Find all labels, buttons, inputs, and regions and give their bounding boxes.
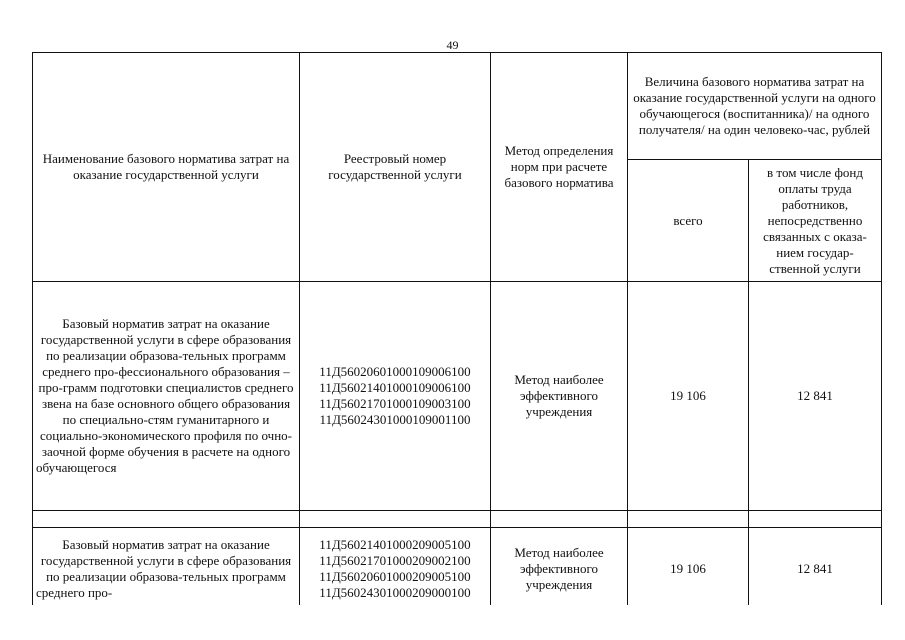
registry-code: 11Д56021401000209005100 <box>319 537 471 552</box>
registry-code: 11Д56020601000209005100 <box>319 569 471 584</box>
registry-codes-cell <box>300 282 491 511</box>
header-method: Метод определения норм при расчете базового норматива <box>491 53 628 282</box>
header-name: Наименование базового норматива затрат на оказание государственной услуги <box>33 53 300 282</box>
header-total: всего <box>628 160 749 282</box>
table-row <box>33 282 882 511</box>
registry-code: 11Д56020601000109006100 <box>319 364 471 379</box>
header-registry-number: Реестровый номер государственной услуги <box>300 53 491 282</box>
table-row <box>33 528 882 606</box>
wage-fund-value-cell: 12 841 <box>749 282 882 511</box>
registry-code: 11Д56024301000209000100 <box>319 585 471 600</box>
registry-codes-cell <box>300 528 491 606</box>
registry-code: 11Д56021701000209002100 <box>319 553 471 568</box>
norms-table <box>32 52 882 605</box>
header-norm-value: Величина базового норматива затрат на оказание государственной услуги на одного обучающегося (воспитанника)/ на одного получателя/ на один человеко-час, рублей <box>628 53 882 160</box>
page-number: 49 <box>446 38 459 52</box>
method-cell: Метод наиболее эффективного учреждения <box>491 528 628 606</box>
total-value-cell: 19 106 <box>628 282 749 511</box>
header-wage-fund: в том числе фонд оплаты труда работников, непосредственно связанных с оказа-нием государ-ственной услуги <box>749 160 882 282</box>
registry-code: 11Д56024301000109001100 <box>319 412 471 427</box>
total-value-cell: 19 106 <box>628 528 749 606</box>
row-spacer <box>33 511 882 528</box>
wage-fund-value-cell: 12 841 <box>749 528 882 606</box>
norm-name-cell: Базовый норматив затрат на оказание государственной услуги в сфере образования по реализации образова-тельных программ среднего про- <box>33 528 300 606</box>
norm-name-cell: Базовый норматив затрат на оказание государственной услуги в сфере образования по реализации образова-тельных программ среднего про-фессионального образования – про-грамм подготовки специалистов среднего звена на базе основного общего образования по специально-стям гуманитарного и социально-экономического профиля по очно-заочной форме обучения в расчете на одного обучающегося <box>33 282 300 511</box>
method-cell: Метод наиболее эффективного учреждения <box>491 282 628 511</box>
registry-code: 11Д56021401000109006100 <box>319 380 471 395</box>
registry-code: 11Д56021701000109003100 <box>319 396 471 411</box>
